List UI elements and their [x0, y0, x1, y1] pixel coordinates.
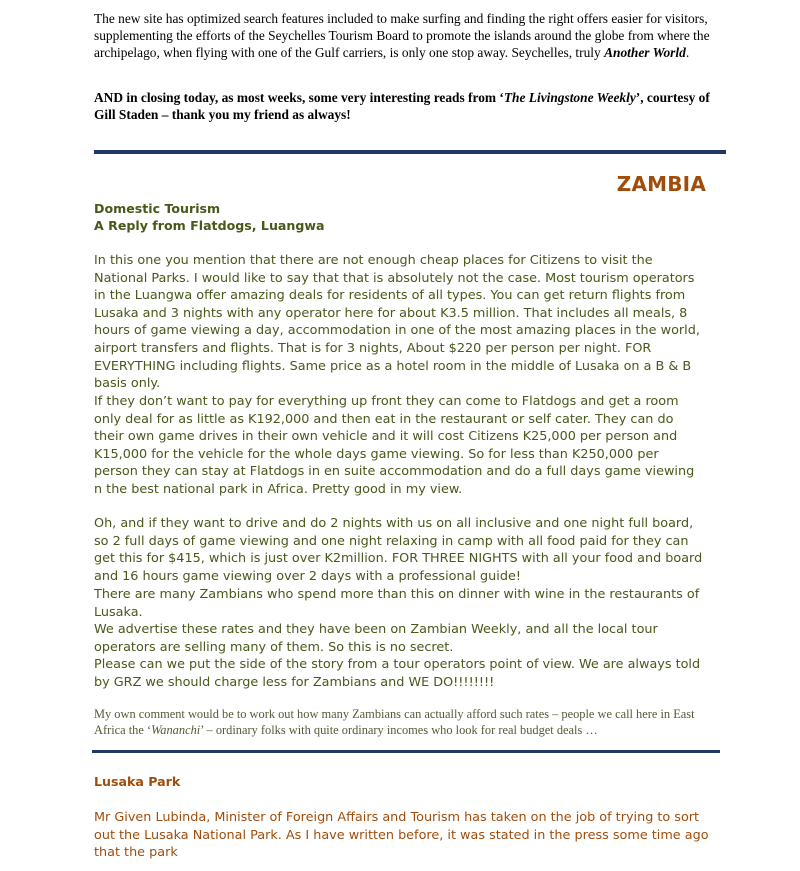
comment-prefix: My own comment would be to work out how many Zambians can actually afford such rates – people we call here in East Africa the ‘	[94, 707, 695, 737]
article-paragraph: We advertise these rates and they have been on Zambian Weekly, and all the local tour operators are selling many of them. So this is no secret.	[94, 622, 658, 655]
zambia-heading: ZAMBIA	[616, 172, 706, 196]
article-paragraph: In this one you mention that there are not enough cheap places for Citizens to visit the National Parks. I would like to say that that is absolutely not the case. Most tourism operators in the Luangwa offer amazing deals for residents of all types. You can get return flights from Lusaka and 3 nights with any operator here for about K3.5 million. That includes all meals, 8 hours of game viewing a day, accommodation in one of the most amazing places in the world, airport transfers and flights. That is for 3 nights, About $220 per person per night. FOR EVERYTHING including flights. Same price as a hotel room in the middle of Lusaka on a B & B basis only.	[94, 253, 700, 392]
closing-suffix: ’, courtesy of Gill Staden – thank you my friend as always!	[94, 90, 710, 122]
another-world-emphasis: Another World	[604, 45, 686, 60]
lusaka-park-paragraph: Mr Given Lubinda, Minister of Foreign Affairs and Tourism has taken on the job of trying to sort out the Lusaka National Park. As I have written before, it was stated in the press some time ago that the park	[94, 810, 709, 861]
domestic-tourism-label: Domestic Tourism	[94, 201, 221, 216]
closing-prefix: AND in closing today, as most weeks, some very interesting reads from ‘	[94, 90, 504, 105]
wananchi-term: Wananchi	[151, 722, 201, 737]
article-paragraph: Oh, and if they want to drive and do 2 nights with us on all inclusive and one night full board, so 2 full days of game viewing and one night relaxing in camp with all food paid for they can get this for $415, which is just over K2million. FOR THREE NIGHTS with all your food and board and 16 hours game viewing over 2 days with a professional guide!	[94, 516, 703, 584]
section-divider-top	[94, 150, 726, 154]
comment-suffix: ’ – ordinary folks with quite ordinary incomes who look for real budget deals …	[200, 722, 598, 737]
section-divider-middle	[92, 750, 720, 753]
editor-comment	[94, 707, 714, 738]
intro-text: The new site has optimized search features included to make surfing and finding the right offers easier for visitors, supplementing the efforts of the Seychelles Tourism Board to promote the islands around the globe from where the archipelago, when flying with one of the Gulf carriers, is only one stop away. Seychelles, truly	[94, 11, 710, 60]
closing-paragraph	[94, 89, 720, 123]
article-paragraph: There are many Zambians who spend more than this on dinner with wine in the restaurants of Lusaka.	[94, 587, 700, 620]
article-subtitle: A Reply from Flatdogs, Luangwa	[94, 218, 325, 233]
article-paragraph: Please can we put the side of the story from a tour operators point of view. We are always told by GRZ we should charge less for Zambians and WE DO!!!!!!!!	[94, 657, 701, 690]
article-paragraph: If they don’t want to pay for everything up front they can come to Flatdogs and get a room only deal for as little as K192,000 and then eat in the restaurant or self cater. They can do their own game drives in their own vehicle and it will cost Citizens K25,000 per person and K15,000 for the vehicle for the whole days game viewing. So for less than K250,000 per person they can stay at Flatdogs in en suite accommodation and do a full days game viewing n the best national park in Africa. Pretty good in my view.	[94, 394, 695, 497]
seychelles-intro-paragraph	[94, 10, 720, 61]
lusaka-park-heading: Lusaka Park	[94, 774, 181, 789]
intro-end: .	[685, 45, 690, 60]
publication-name: The Livingstone Weekly	[503, 90, 636, 105]
